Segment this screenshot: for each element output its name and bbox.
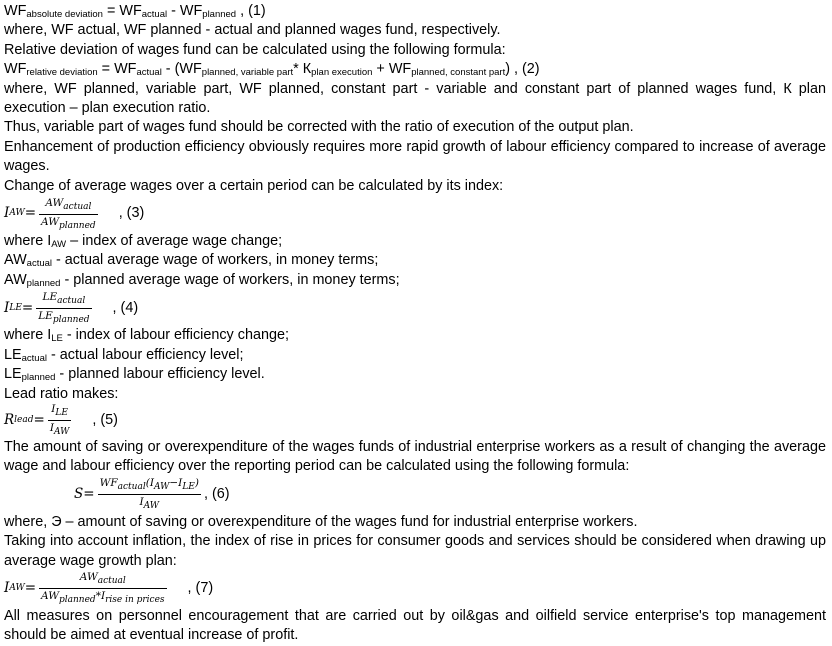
math-subscript: actual <box>63 201 92 212</box>
math-symbol: *I <box>95 590 106 603</box>
math-subscript: actual <box>117 482 146 493</box>
fraction <box>39 571 167 606</box>
subscript: planned, constant part <box>411 67 506 79</box>
fraction-denominator <box>39 215 98 232</box>
paragraph <box>4 365 826 384</box>
subscript: planned <box>21 372 56 384</box>
text-run: + WF <box>372 61 412 78</box>
subscript: plan execution <box>311 67 373 79</box>
math-symbol: LE <box>38 309 53 322</box>
paragraph: Enhancement of production efficiency obviously requires more rapid growth of labour efficiency compared to increase of average wages. <box>4 138 826 175</box>
math-subscript: AW <box>9 583 25 594</box>
math-subscript: LE <box>9 302 22 313</box>
text-run: = WF <box>102 3 142 19</box>
math-subscript: AW <box>53 427 70 438</box>
equation-7 <box>4 571 826 607</box>
math-symbol: I <box>139 496 144 509</box>
text-run: ) , (2) <box>505 61 540 78</box>
text-run: LE <box>4 366 22 383</box>
subscript: LE <box>51 333 63 345</box>
subscript: actual <box>21 352 47 364</box>
math-symbol: AW <box>41 215 59 228</box>
text-run: WF <box>4 3 27 19</box>
paragraph: Change of average wages over a certain period can be calculated by its index: <box>4 177 504 194</box>
paragraph <box>4 346 826 365</box>
text-run: * К <box>293 61 312 78</box>
fraction-denominator <box>39 589 167 606</box>
equation-3 <box>4 196 826 232</box>
math-symbol: LE <box>42 290 58 303</box>
math-symbol: AW <box>45 196 64 209</box>
equation-number: , (4) <box>112 299 139 316</box>
text-run: - planned average wage of workers, in money terms; <box>60 271 400 288</box>
fraction-numerator <box>36 291 91 309</box>
math-subscript: AW <box>143 501 160 512</box>
math-symbol: = <box>21 299 34 316</box>
paragraph <box>4 326 826 345</box>
subscript: planned <box>202 9 237 20</box>
formula-2-line <box>4 60 826 79</box>
math-subscript: planned <box>52 314 90 325</box>
math-subscript: AW <box>153 482 170 493</box>
math-symbol: = <box>83 486 95 503</box>
text-run: WF <box>4 61 27 78</box>
paragraph: Relative deviation of wages fund can be calculated using the following formula: <box>4 41 506 58</box>
math-subscript: actual <box>97 576 126 587</box>
paragraph: Taking into account inflation, the index of rise in prices for consumer goods and services should be considered when drawing up average wage growth plan: <box>4 533 826 569</box>
math-subscript: lead <box>14 415 34 426</box>
paragraph: where, WF actual, WF planned - actual and planned wages fund, respectively. <box>4 22 501 39</box>
text-run: LE <box>4 346 22 363</box>
text-run: - planned labour efficiency level. <box>55 366 265 383</box>
text-run: - WF <box>167 3 203 19</box>
text-run: where I <box>4 327 52 344</box>
paragraph: All measures on personnel encouragement that are carried out by oil&gas and oilfield service enterprise's top management should be aimed at eventual increase of profit. <box>4 607 826 644</box>
math-symbol: I <box>4 580 10 597</box>
math-subscript: rise in prices <box>105 595 165 606</box>
fraction-numerator <box>98 477 201 495</box>
subscript: absolute deviation <box>26 9 103 20</box>
math-symbol: I <box>49 422 54 435</box>
subscript: actual <box>136 67 162 79</box>
math-symbol: (I <box>145 477 154 490</box>
subscript: planned <box>26 277 61 289</box>
paragraph <box>4 251 826 270</box>
equation-6 <box>4 477 826 513</box>
paragraph: Lead ratio makes: <box>4 385 119 402</box>
text-run: where I <box>4 233 52 250</box>
paragraph: where, WF planned, variable part, WF planned, constant part - variable and constant part of planned wages fund, К plan execution – plan execution ratio. <box>4 80 826 117</box>
math-subscript: LE <box>182 482 195 493</box>
math-symbol: I <box>4 299 10 316</box>
fraction-numerator <box>39 571 167 589</box>
fraction-denominator <box>36 309 91 326</box>
math-symbol: = <box>33 412 45 429</box>
math-symbol: WF <box>99 477 118 490</box>
math-symbol: AW <box>79 571 98 584</box>
subscript: planned, variable part <box>201 67 294 79</box>
formula-1-line <box>4 2 826 21</box>
math-subscript: planned <box>59 220 96 231</box>
fraction-denominator <box>48 421 72 438</box>
text-run: - actual labour efficiency level; <box>46 346 244 363</box>
fraction <box>39 197 98 232</box>
fraction-numerator <box>39 197 98 215</box>
text-run: AW <box>4 252 27 269</box>
math-symbol: S <box>74 486 84 503</box>
paragraph <box>4 232 826 251</box>
equation-number: , (7) <box>187 580 214 597</box>
math-symbol: −I <box>169 477 183 490</box>
subscript: relative deviation <box>26 67 98 79</box>
fraction-denominator <box>98 495 201 512</box>
equation-number: , (6) <box>203 486 230 503</box>
math-symbol: = <box>24 205 37 222</box>
equation-4 <box>4 290 826 326</box>
fraction <box>36 291 91 326</box>
subscript: AW <box>51 239 67 251</box>
text-run: - (WF <box>161 61 202 78</box>
fraction-numerator <box>48 403 72 421</box>
text-run: , (1) <box>236 3 266 19</box>
paragraph: Thus, variable part of wages fund should be corrected with the ratio of execution of the output plan. <box>4 119 634 136</box>
math-subscript: planned <box>59 595 96 606</box>
paragraph <box>4 271 826 290</box>
math-symbol: I <box>51 403 56 416</box>
fraction <box>48 403 72 438</box>
equation-5 <box>4 404 826 438</box>
equation-number: , (3) <box>118 205 145 222</box>
math-symbol: AW <box>41 590 59 603</box>
equation-number: , (5) <box>92 412 118 429</box>
document-body <box>4 2 826 646</box>
paragraph: The amount of saving or overexpenditure of the wages funds of industrial enterprise workers as a result of changing the average wage and labour efficiency over the reporting period can be calculated using the following formula: <box>4 438 826 475</box>
math-subscript: AW <box>9 208 25 219</box>
math-symbol: ) <box>194 477 199 490</box>
text-run: – index of average wage change; <box>66 233 283 250</box>
math-subscript: LE <box>55 408 68 419</box>
paragraph: where, Э – amount of saving or overexpenditure of the wages fund for industrial enterprise workers. <box>4 513 638 530</box>
math-symbol: I <box>4 205 10 222</box>
text-run: AW <box>4 271 27 288</box>
math-symbol: R <box>4 412 15 429</box>
subscript: actual <box>26 258 53 270</box>
math-subscript: actual <box>57 295 86 306</box>
subscript: actual <box>141 9 168 20</box>
text-run: - index of labour efficiency change; <box>62 327 289 344</box>
text-run: - actual average wage of workers, in money terms; <box>52 252 379 269</box>
fraction <box>98 477 201 512</box>
math-symbol: = <box>24 580 37 597</box>
text-run: = WF <box>97 61 137 78</box>
